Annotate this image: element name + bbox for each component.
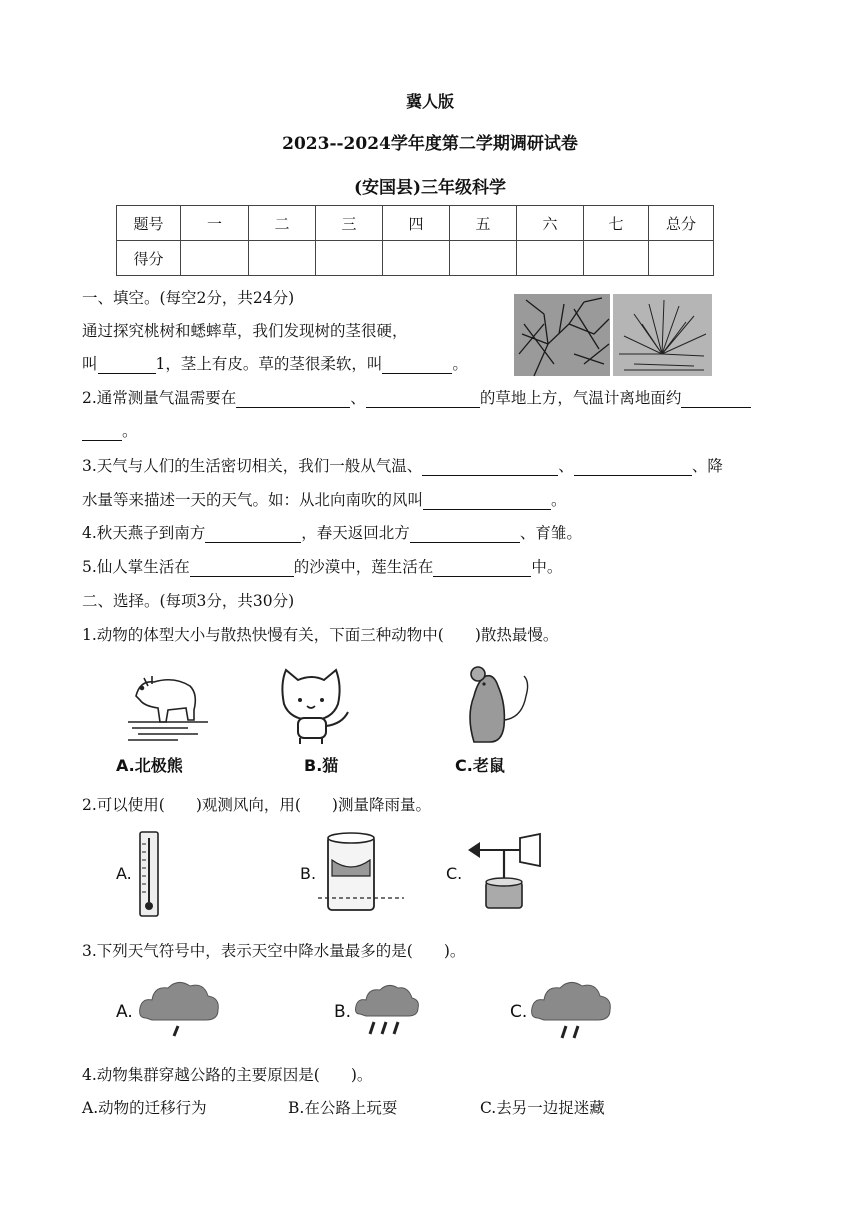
section1-heading: 一、填空。(每空2分，共24分) <box>82 289 295 307</box>
rain-gauge-icon <box>318 830 404 912</box>
option-label: C. <box>446 864 463 883</box>
score-cell: 题号 <box>117 206 181 241</box>
score-cell: 四 <box>383 206 450 241</box>
section2-q4-option-b: B.在公路上玩耍 <box>288 1099 398 1117</box>
score-table-score-row <box>117 241 714 276</box>
section1-q3-line2: 水量等来描述一天的天气。如：从北向南吹的风叫 。 <box>82 491 567 509</box>
score-input-cell[interactable] <box>249 241 316 276</box>
answer-blank[interactable] <box>574 459 692 476</box>
section2-q4-option-c: C.去另一边捉迷藏 <box>480 1099 605 1117</box>
score-cell: 三 <box>316 206 383 241</box>
score-table-header-row <box>117 206 714 241</box>
option-label: A.北极熊 <box>116 756 183 775</box>
answer-blank[interactable] <box>422 459 558 476</box>
score-input-cell[interactable] <box>181 241 249 276</box>
section1-q1-line2: 叫 1，茎上有皮。草的茎很柔软，叫 。 <box>82 355 468 373</box>
option-label: B. <box>334 1002 352 1022</box>
score-input-cell[interactable] <box>584 241 649 276</box>
option-label: B. <box>300 864 317 883</box>
publisher-label: 冀人版 <box>405 92 454 111</box>
wind-vane-icon <box>466 830 546 912</box>
cloud-heavy-rain-icon <box>354 982 420 1040</box>
section2-q3: 3.下列天气符号中，表示天空中降水量最多的是( )。 <box>82 942 466 960</box>
score-cell: 二 <box>249 206 316 241</box>
tree-photo <box>514 294 712 376</box>
score-table <box>116 205 714 276</box>
score-cell: 七 <box>584 206 649 241</box>
thermometer-icon <box>136 830 162 920</box>
answer-blank[interactable] <box>423 493 551 510</box>
score-cell: 得分 <box>117 241 181 276</box>
exam-title: 2023--2024学年度第二学期调研试卷 <box>282 134 578 154</box>
answer-blank[interactable] <box>681 391 751 408</box>
option-label: C.老鼠 <box>455 756 505 775</box>
score-input-cell[interactable] <box>517 241 584 276</box>
section1-q5: 5.仙人掌生活在 的沙漠中，莲生活在 中。 <box>82 558 563 576</box>
answer-blank[interactable] <box>382 357 452 374</box>
section1-q1-line1: 通过探究桃树和蟋蟀草，我们发现树的茎很硬， <box>82 322 408 340</box>
section1-q3: 3.天气与人们的生活密切相关，我们一般从气温、 、 、降 <box>82 457 723 475</box>
exam-subtitle: (安国县)三年级科学 <box>353 178 507 198</box>
score-cell: 五 <box>450 206 517 241</box>
section1-q2: 2.通常测量气温需要在 、 的草地上方，气温计离地面约 <box>82 388 751 408</box>
section2-heading: 二、选择。(每项3分，共30分) <box>82 592 295 610</box>
score-input-cell[interactable] <box>649 241 714 276</box>
answer-blank[interactable] <box>98 357 156 374</box>
score-cell: 总分 <box>649 206 714 241</box>
option-label: A. <box>116 864 132 883</box>
polar-bear-icon <box>128 662 208 742</box>
score-cell: 六 <box>517 206 584 241</box>
section2-q2: 2.可以使用( )观测风向，用( )测量降雨量。 <box>82 796 431 814</box>
answer-blank[interactable] <box>82 424 122 441</box>
option-label: A. <box>116 1002 133 1022</box>
answer-blank[interactable] <box>205 526 301 543</box>
section1-q4: 4.秋天燕子到南方 ，春天返回北方 、育雏。 <box>82 524 582 542</box>
option-label: B.猫 <box>304 756 339 775</box>
cloud-light-rain-icon <box>138 978 220 1040</box>
answer-blank[interactable] <box>410 526 520 543</box>
cat-icon <box>276 664 358 746</box>
answer-blank[interactable] <box>433 560 531 577</box>
answer-blank[interactable] <box>190 560 294 577</box>
score-cell: 一 <box>181 206 249 241</box>
score-input-cell[interactable] <box>450 241 517 276</box>
score-input-cell[interactable] <box>316 241 383 276</box>
score-input-cell[interactable] <box>383 241 450 276</box>
section2-q4-option-a: A.动物的迁移行为 <box>82 1099 207 1117</box>
cloud-moderate-rain-icon <box>530 978 614 1040</box>
answer-blank[interactable] <box>236 391 350 408</box>
section1-q2-line2: 。 <box>82 421 138 441</box>
answer-blank[interactable] <box>366 391 480 408</box>
option-label: C. <box>510 1002 528 1022</box>
mouse-icon <box>460 660 536 744</box>
section2-q1: 1.动物的体型大小与散热快慢有关，下面三种动物中( )散热最慢。 <box>82 626 559 644</box>
section2-q4: 4.动物集群穿越公路的主要原因是( )。 <box>82 1066 373 1084</box>
